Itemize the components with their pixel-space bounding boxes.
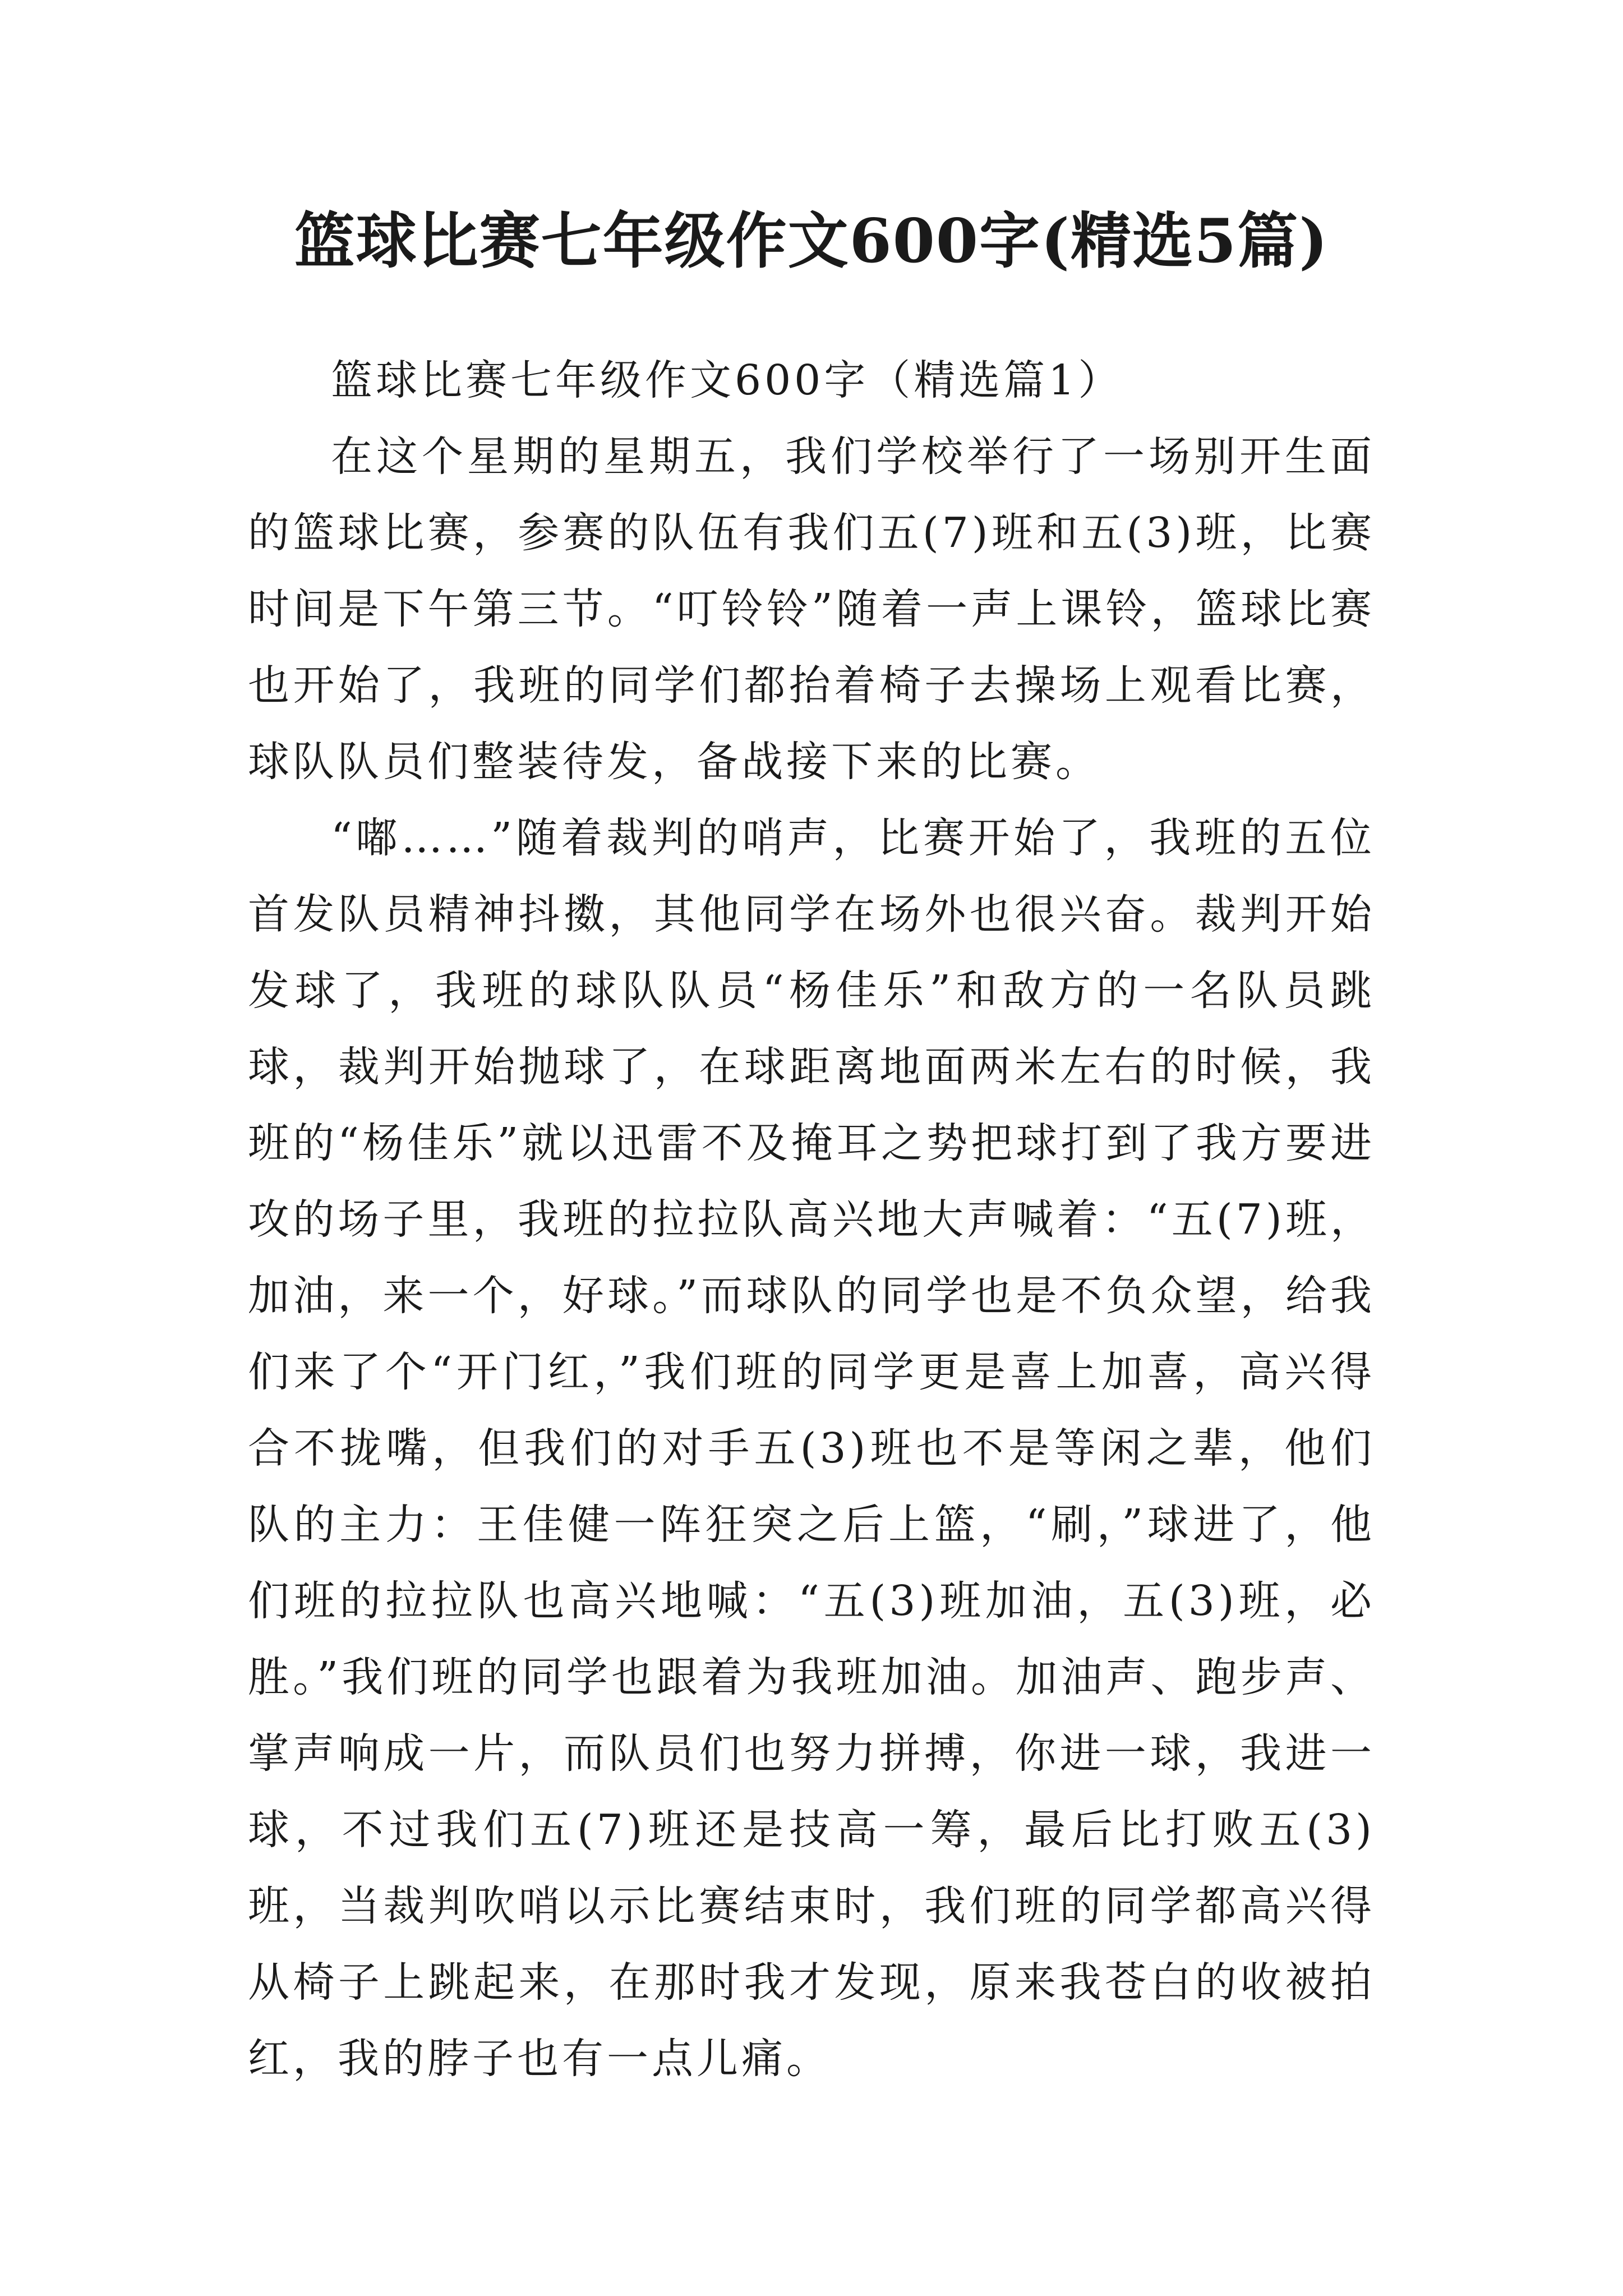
document-body — [248, 342, 1375, 2097]
paragraph-2: “嘟……”随着裁判的哨声，比赛开始了，我班的五位首发队员精神抖擞，其他同学在场外也很兴奋。裁判开始发球了，我班的球队队员“杨佳乐”和敌方的一名队员跳球，裁判开始抛球了，在球距离地面两米左右的时候，我班的“杨佳乐”就以迅雷不及掩耳之势把球打到了我方要进攻的场子里，我班的拉拉队高兴地大声喊着：“五(7)班，加油，来一个，好球。”而球队的同学也是不负众望，给我们来了个“开门红，”我们班的同学更是喜上加喜，高兴得合不拢嘴，但我们的对手五(3)班也不是等闲之辈，他们队的主力：王佳健一阵狂突之后上篮，“刷，”球进了，他们班的拉拉队也高兴地喊：“五(3)班加油，五(3)班，必胜。”我们班的同学也跟着为我班加油。加油声、跑步声、掌声响成一片，而队员们也努力拼搏，你进一球，我进一球，不过我们五(7)班还是技高一筹，最后比打败五(3)班，当裁判吹哨以示比赛结束时，我们班的同学都高兴得从椅子上跳起来，在那时我才发现，原来我苍白的收被拍红，我的脖子也有一点儿痛。 — [248, 814, 1375, 2083]
section-heading: 篮球比赛七年级作文600字（精选篇1） — [331, 356, 1123, 404]
paragraph-1: 在这个星期的星期五，我们学校举行了一场别开生面的篮球比赛，参赛的队伍有我们五(7)班和五(3)班，比赛时间是下午第三节。“叮铃铃”随着一声上课铃，篮球比赛也开始了，我班的同学们都抬着椅子去操场上观看比赛，球队队员们整装待发，备战接下来的比赛。 — [248, 432, 1375, 786]
document-title: 篮球比赛七年级作文600字(精选5篇) — [294, 206, 1329, 277]
